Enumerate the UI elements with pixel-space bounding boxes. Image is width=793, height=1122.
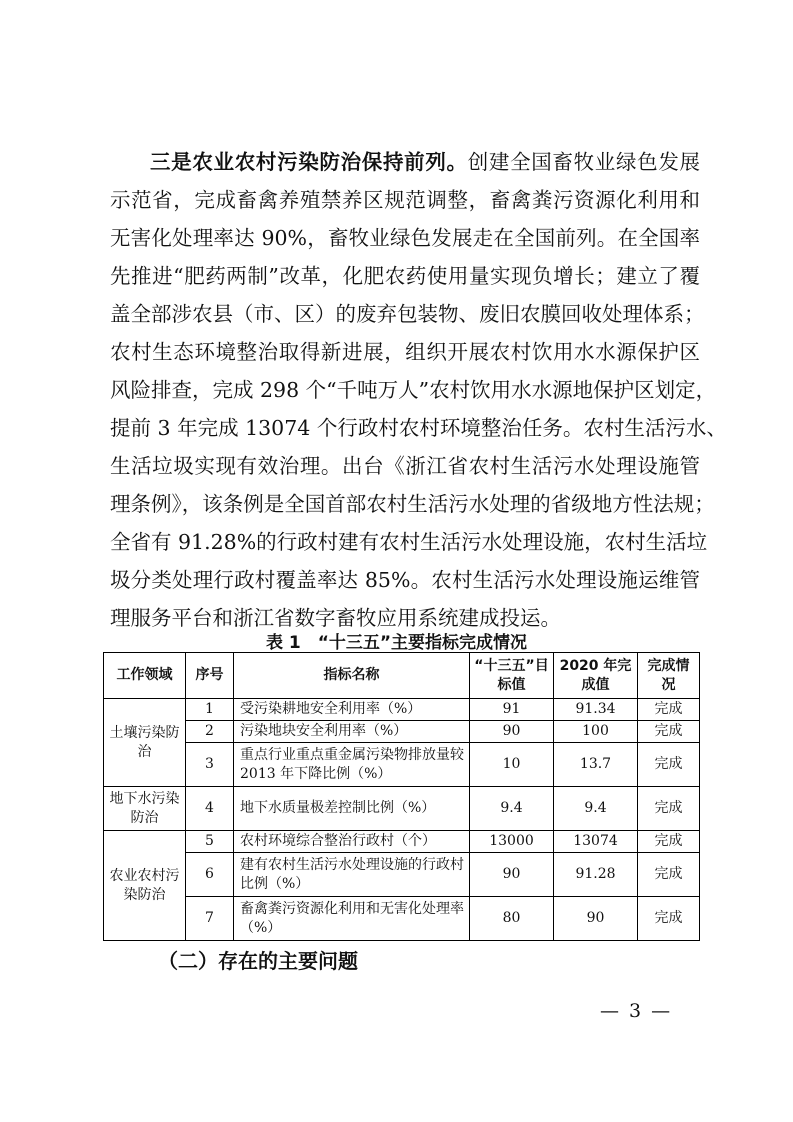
- target-cell: 91: [470, 699, 554, 721]
- target-cell: 90: [470, 721, 554, 743]
- table-row: [104, 831, 700, 853]
- paragraph-line: 生活垃圾实现有效治理。出台《浙江省农村生活污水处理设施管: [110, 454, 700, 478]
- table-row: [104, 897, 700, 941]
- paragraph-line: 先推进“肥药两制”改革，化肥农药使用量实现负增长；建立了覆: [110, 264, 700, 288]
- actual-cell: 100: [554, 721, 638, 743]
- table-row: [104, 787, 700, 831]
- target-cell: 10: [470, 743, 554, 787]
- target-cell: 80: [470, 897, 554, 941]
- paragraph-line: 理条例》，该条例是全国首部农村生活污水处理的省级地方性法规；: [110, 492, 715, 516]
- name-cell: 地下水质量极差控制比例（%）: [234, 787, 470, 831]
- table-header-row: [104, 653, 700, 699]
- paragraph-line: 盖全部涉农县（市、区）的废弃包装物、废旧农膜回收处理体系；: [110, 302, 705, 326]
- area-cell: 地下水污染防治: [104, 787, 186, 831]
- area-cell: 土壤污染防治: [104, 699, 186, 787]
- paragraph-line: 示范省，完成畜禽养殖禁养区规范调整，畜禽粪污资源化利用和: [110, 188, 700, 212]
- status-cell: 完成: [638, 787, 700, 831]
- status-cell: 完成: [638, 721, 700, 743]
- paragraph-line: 农村生态环境整治取得新进展，组织开展农村饮用水水源保护区: [110, 340, 700, 364]
- name-cell: 建有农村生活污水处理设施的行政村比例（%）: [234, 853, 470, 897]
- section-heading: （二）存在的主要问题: [158, 949, 358, 973]
- target-cell: 9.4: [470, 787, 554, 831]
- status-cell: 完成: [638, 897, 700, 941]
- no-cell: 7: [186, 897, 234, 941]
- no-cell: 2: [186, 721, 234, 743]
- paragraph-line: 三是农业农村污染防治保持前列。创建全国畜牧业绿色发展: [150, 150, 701, 174]
- paragraph-lead: 三是农业农村污染防治保持前列。: [150, 150, 468, 174]
- table-row: [104, 743, 700, 787]
- indicator-table: [103, 652, 700, 941]
- table-row: [104, 699, 700, 721]
- paragraph-line: 理服务平台和浙江省数字畜牧应用系统建成投运。: [110, 606, 561, 630]
- name-cell: 农村环境综合整治行政村（个）: [234, 831, 470, 853]
- no-cell: 5: [186, 831, 234, 853]
- no-cell: 6: [186, 853, 234, 897]
- actual-cell: 9.4: [554, 787, 638, 831]
- actual-cell: 91.34: [554, 699, 638, 721]
- name-cell: 畜禽粪污资源化利用和无害化处理率（%）: [234, 897, 470, 941]
- header-status: 完成情况: [638, 653, 700, 699]
- table-caption: 表 1 “十三五”主要指标完成情况: [265, 633, 528, 653]
- no-cell: 1: [186, 699, 234, 721]
- actual-cell: 91.28: [554, 853, 638, 897]
- name-cell: 受污染耕地安全利用率（%）: [234, 699, 470, 721]
- header-no: 序号: [186, 653, 234, 699]
- actual-cell: 13.7: [554, 743, 638, 787]
- paragraph-line: 提前 3 年完成 13074 个行政村农村环境整治任务。农村生活污水、: [110, 416, 727, 440]
- table-row: [104, 853, 700, 897]
- header-target: “十三五”目标值: [470, 653, 554, 699]
- page-number: — 3 —: [600, 1000, 673, 1022]
- name-cell: 污染地块安全利用率（%）: [234, 721, 470, 743]
- header-actual: 2020 年完成值: [554, 653, 638, 699]
- area-cell: 农业农村污染防治: [104, 831, 186, 941]
- paragraph-line: 无害化处理率达 90%，畜牧业绿色发展走在全国前列。在全国率: [110, 226, 700, 250]
- header-name: 指标名称: [234, 653, 470, 699]
- status-cell: 完成: [638, 699, 700, 721]
- paragraph-line: 风险排查，完成 298 个“千吨万人”农村饮用水水源地保护区划定，: [110, 378, 717, 402]
- status-cell: 完成: [638, 743, 700, 787]
- target-cell: 90: [470, 853, 554, 897]
- no-cell: 4: [186, 787, 234, 831]
- actual-cell: 90: [554, 897, 638, 941]
- paragraph-line: 全省有 91.28%的行政村建有农村生活污水处理设施，农村生活垃: [110, 530, 708, 554]
- table-row: [104, 721, 700, 743]
- paragraph-line: 圾分类处理行政村覆盖率达 85%。农村生活污水处理设施运维管: [110, 568, 700, 592]
- header-area: 工作领域: [104, 653, 186, 699]
- body-paragraph: [110, 143, 727, 637]
- name-cell: 重点行业重点重金属污染物排放量较 2013 年下降比例（%）: [234, 743, 470, 787]
- target-cell: 13000: [470, 831, 554, 853]
- no-cell: 3: [186, 743, 234, 787]
- status-cell: 完成: [638, 831, 700, 853]
- actual-cell: 13074: [554, 831, 638, 853]
- status-cell: 完成: [638, 853, 700, 897]
